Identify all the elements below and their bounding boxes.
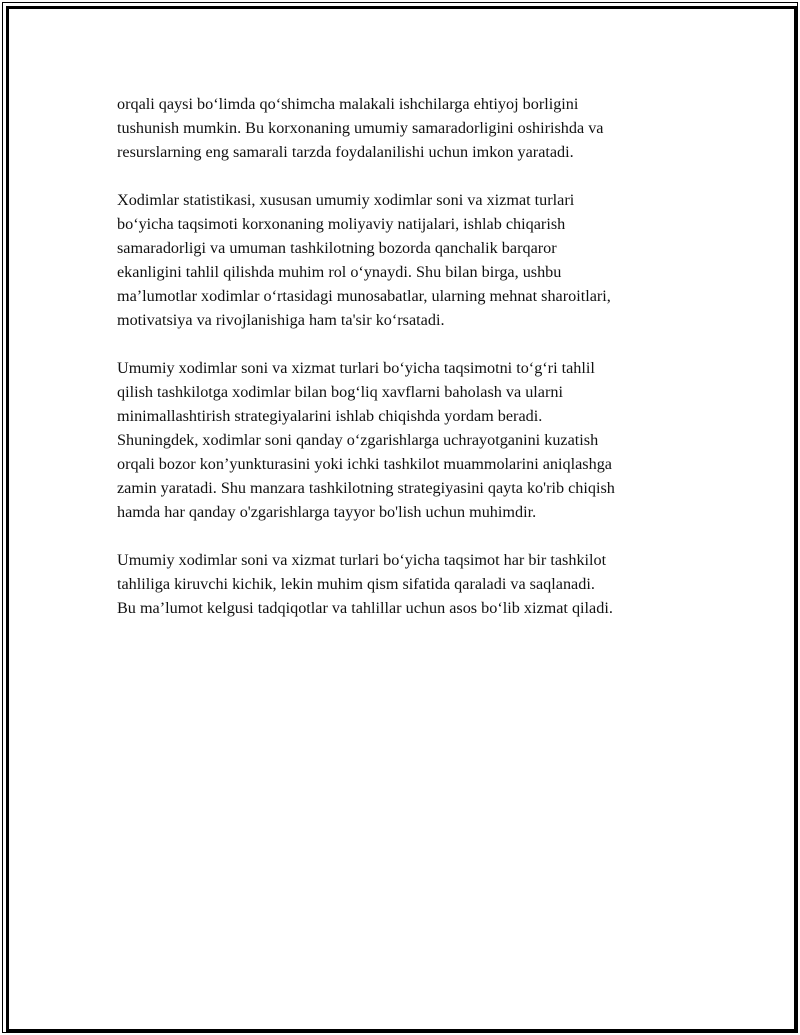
text-line: zamin yaratadi. Shu manzara tashkilotning strategiyasini qayta ko'rib chiqish xyxy=(117,479,615,497)
text-line: samaradorligi va umuman tashkilotning bozorda qanchalik barqaror xyxy=(117,239,557,257)
text-line: Bu ma’lumot kelgusi tadqiqotlar va tahlillar uchun asos bo‘lib xizmat qiladi. xyxy=(117,599,613,617)
text-line: ma’lumotlar xodimlar o‘rtasidagi munosabatlar, ularning mehnat sharoitlari, xyxy=(117,287,611,305)
text-line: Umumiy xodimlar soni va xizmat turlari bo‘yicha taqsimotni to‘g‘ri tahlil xyxy=(117,359,595,377)
text-line: hamda har qanday o'zgarishlarga tayyor bo'lish uchun muhimdir. xyxy=(117,503,537,521)
text-line: tahliliga kiruvchi kichik, lekin muhim qism sifatida qaraladi va saqlanadi. xyxy=(117,575,595,593)
text-line: ekanligini tahlil qilishda muhim rol o‘ynaydi. Shu bilan birga, ushbu xyxy=(117,263,562,281)
paragraph-3 xyxy=(117,356,697,524)
text-line: Shuningdek, xodimlar soni qanday o‘zgarishlarga uchrayotganini kuzatish xyxy=(117,431,599,449)
text-line: tushunish mumkin. Bu korxonaning umumiy samaradorligini oshirishda va xyxy=(117,119,604,137)
paragraph-2 xyxy=(117,188,697,332)
text-line: orqali bozor kon’yunkturasini yoki ichki tashkilot muammolarini aniqlashga xyxy=(117,455,612,473)
text-line: Xodimlar statistikasi, xususan umumiy xodimlar soni va xizmat turlari xyxy=(117,191,575,209)
text-line: qilish tashkilotga xodimlar bilan bog‘liq xavflarni baholash va ularni xyxy=(117,383,563,401)
document-body xyxy=(117,92,697,644)
text-line: motivatsiya va rivojlanishiga ham ta'sir ko‘rsatadi. xyxy=(117,311,445,329)
text-line: bo‘yicha taqsimoti korxonaning moliyaviy natijalari, ishlab chiqarish xyxy=(117,215,566,233)
paragraph-4 xyxy=(117,548,697,620)
text-line: orqali qaysi bo‘limda qo‘shimcha malakali ishchilarga ehtiyoj borligini xyxy=(117,95,579,113)
paragraph-1 xyxy=(117,92,697,164)
text-line: Umumiy xodimlar soni va xizmat turlari bo‘yicha taqsimot har bir tashkilot xyxy=(117,551,607,569)
text-line: minimallashtirish strategiyalarini ishlab chiqishda yordam beradi. xyxy=(117,407,543,425)
text-line: resurslarning eng samarali tarzda foydalanilishi uchun imkon yaratadi. xyxy=(117,143,574,161)
